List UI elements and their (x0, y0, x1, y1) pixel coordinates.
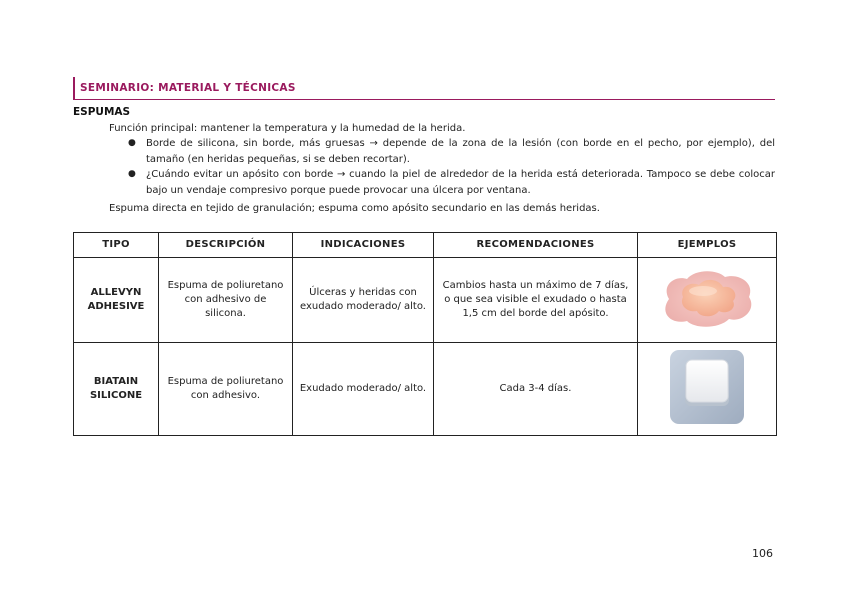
bullet-item (128, 167, 775, 198)
header-ejemplos: EJEMPLOS (638, 233, 777, 258)
square-dressing-image-icon (667, 347, 747, 427)
intro-paragraph: Función principal: mantener la temperatura y la humedad de la herida. (109, 123, 466, 134)
section-title: ESPUMAS (73, 106, 131, 118)
ejemplo-cell (638, 258, 777, 343)
bullet-dot-icon: ● (128, 169, 136, 179)
recomendaciones-cell: Cada 3-4 días. (434, 343, 638, 436)
tipo-line: ADHESIVE (87, 301, 145, 312)
bullet-text: Borde de silicona, sin borde, más gruesas → depende de la zona de la lesión (con borde en el pecho, por ejemplo), del tamaño (en heridas pequeñas, si se deben recortar). (146, 138, 775, 165)
header-title: SEMINARIO: MATERIAL Y TÉCNICAS (80, 82, 296, 94)
tipo-line: ALLEVYN (90, 287, 142, 298)
foam-dressing-image-icon (655, 265, 759, 331)
tipo-cell (74, 258, 159, 343)
bullet-dot-icon: ● (128, 138, 136, 148)
page-number: 106 (752, 547, 773, 560)
header-tipo: TIPO (74, 233, 159, 258)
section-header (73, 77, 775, 100)
descripcion-cell: Espuma de poliuretano con adhesivo. (159, 343, 293, 436)
bullet-text: ¿Cuándo evitar un apósito con borde → cuando la piel de alrededor de la herida está deteriorada. Tampoco se debe colocar bajo un vendaje compresivo porque puede provocar una úlcera por ventana. (146, 169, 775, 196)
tipo-line: BIATAIN (93, 376, 139, 387)
tipo-cell (74, 343, 159, 436)
indicaciones-cell: Úlceras y heridas con exudado moderado/ alto. (293, 258, 434, 343)
closing-paragraph: Espuma directa en tejido de granulación; espuma como apósito secundario en las demás heridas. (109, 203, 600, 214)
ejemplo-cell (638, 343, 777, 436)
bullet-item (128, 136, 775, 167)
bullet-list (128, 136, 775, 198)
tipo-line: SILICONE (89, 390, 143, 401)
table-row (74, 258, 777, 343)
table-header-row (74, 233, 777, 258)
dressings-table (73, 232, 777, 436)
header-descripcion: DESCRIPCIÓN (159, 233, 293, 258)
table-row (74, 343, 777, 436)
descripcion-cell: Espuma de poliuretano con adhesivo de silicona. (159, 258, 293, 343)
indicaciones-cell: Exudado moderado/ alto. (293, 343, 434, 436)
header-indicaciones: INDICACIONES (293, 233, 434, 258)
recomendaciones-cell: Cambios hasta un máximo de 7 días, o que sea visible el exudado o hasta 1,5 cm del borde del apósito. (434, 258, 638, 343)
header-recomendaciones: RECOMENDACIONES (434, 233, 638, 258)
